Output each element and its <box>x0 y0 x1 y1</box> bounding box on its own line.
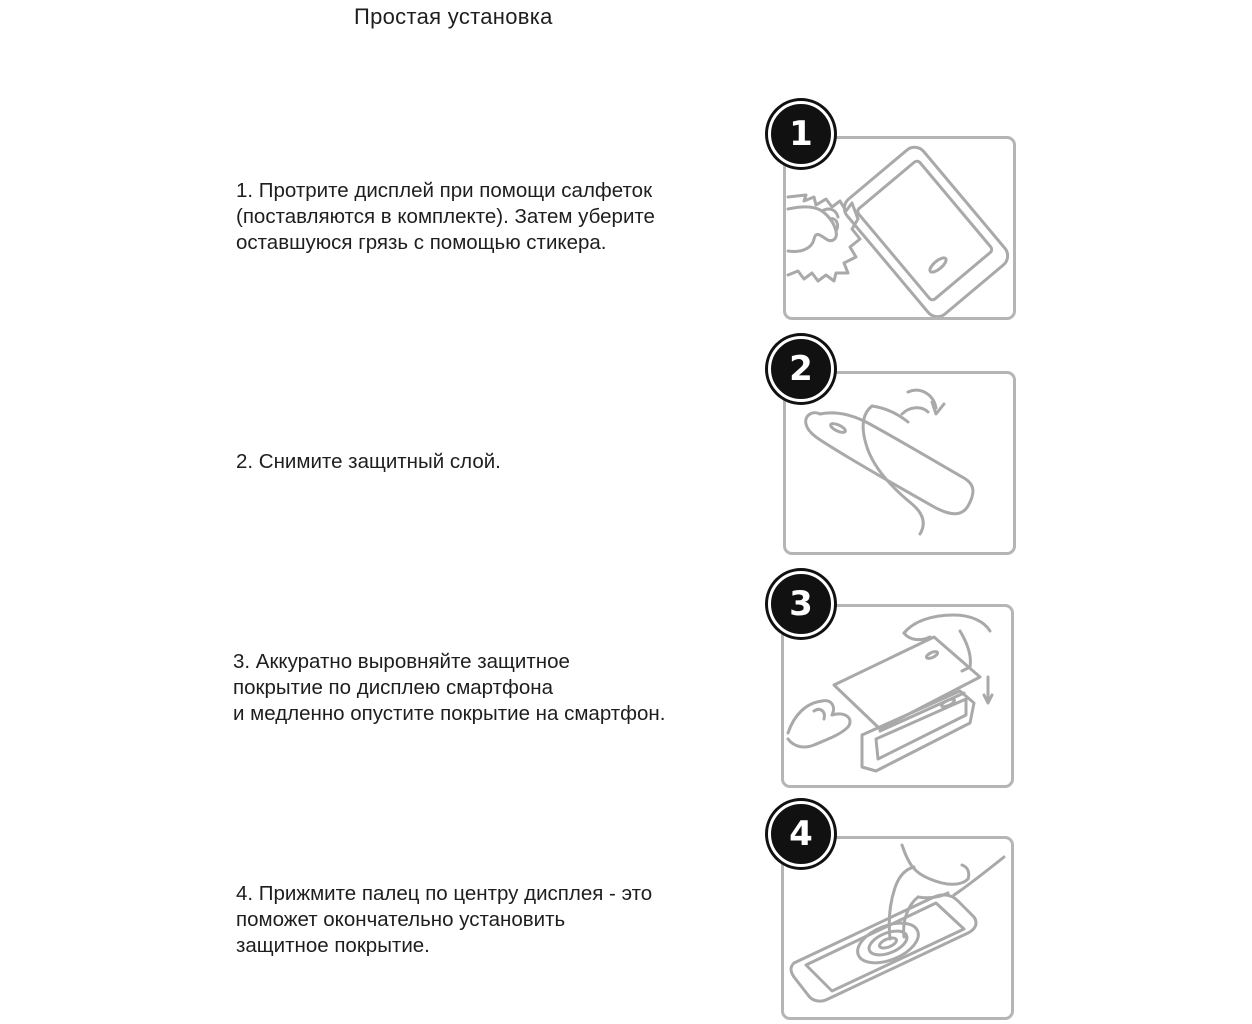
step-2-card <box>783 371 1016 555</box>
step-4-card <box>781 836 1014 1020</box>
step-2-badge: 2 <box>768 336 834 402</box>
step-4-text: 4. Прижмите палец по центру дисплея - это поможет окончательно установить защитное покрытие. <box>236 882 653 957</box>
page-title: Простая установка <box>354 4 553 29</box>
step-2-text: 2. Снимите защитный слой. <box>236 450 501 473</box>
step-1-card <box>783 136 1016 320</box>
step-3-text: 3. Аккуратно выровняйте защитное покрытие по дисплею смартфона и медленно опустите покрытие на смартфон. <box>233 650 666 725</box>
peel-film-icon <box>786 374 1013 552</box>
step-1-text: 1. Протрите дисплей при помощи салфеток (поставляются в комплекте). Затем уберите оставшуюся грязь с помощью стикера. <box>236 179 655 254</box>
wipe-screen-icon <box>786 139 1013 317</box>
align-film-icon <box>784 607 1011 785</box>
step-1-badge: 1 <box>768 101 834 167</box>
step-4-badge: 4 <box>768 801 834 867</box>
step-3-badge: 3 <box>768 571 834 637</box>
press-center-icon <box>784 839 1011 1017</box>
